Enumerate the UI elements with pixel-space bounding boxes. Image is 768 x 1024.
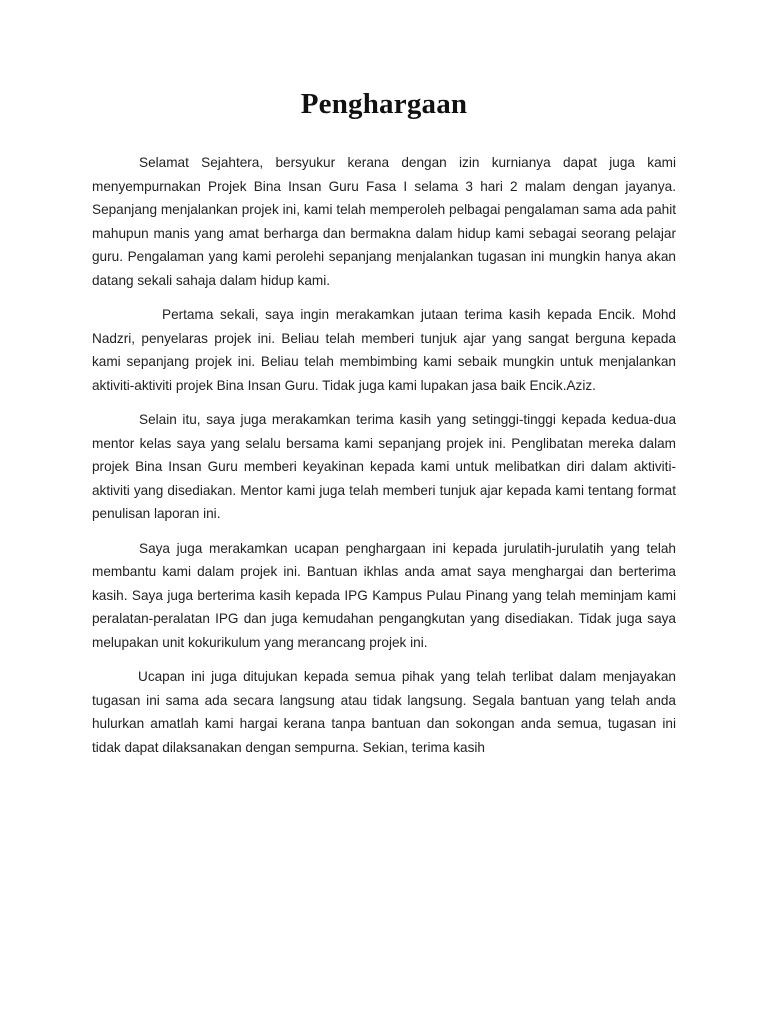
paragraph-4: Saya juga merakamkan ucapan penghargaan ini kepada jurulatih-jurulatih yang telah membantu kami dalam projek ini. Bantuan ikhlas anda amat saya menghargai dan berterima kasih. Saya juga berterima kasih kepada IPG Kampus Pulau Pinang yang telah meminjam kami peralatan-peralatan IPG dan juga kemudahan pengangkutan yang disediakan. Tidak juga saya melupakan unit kokurikulum yang merancang projek ini. xyxy=(92,540,676,650)
document-page xyxy=(92,88,676,770)
page-title: Penghargaan xyxy=(300,88,468,120)
paragraph-2: Pertama sekali, saya ingin merakamkan jutaan terima kasih kepada Encik. Mohd Nadzri, penyelaras projek ini. Beliau telah memberi tunjuk ajar yang sangat berguna kepada kami sepanjang projek ini. Beliau telah membimbing kami sebaik mungkin untuk menjalankan aktiviti-aktiviti projek Bina Insan Guru. Tidak juga kami lupakan jasa baik Encik.Aziz. xyxy=(92,307,676,393)
paragraph-1: Selamat Sejahtera, bersyukur kerana dengan izin kurnianya dapat juga kami menyempurnakan Projek Bina Insan Guru Fasa I selama 3 hari 2 malam dengan jayanya. Sepanjang menjalankan projek ini, kami telah memperoleh pelbagai pengalaman sama ada pahit mahupun manis yang amat berharga dan bermakna dalam hidup kami sebagai seorang pelajar guru. Pengalaman yang kami perolehi sepanjang menjalankan tugasan ini mungkin hanya akan datang sekali sahaja dalam hidup kami. xyxy=(92,155,676,288)
paragraph-3: Selain itu, saya juga merakamkan terima kasih yang setinggi-tinggi kepada kedua-dua mentor kelas saya yang selalu bersama kami sepanjang projek ini. Penglibatan mereka dalam projek Bina Insan Guru memberi keyakinan kepada kami untuk melibatkan diri dalam aktiviti-aktiviti yang disediakan. Mentor kami juga telah memberi tunjuk ajar kepada kami tentang format penulisan laporan ini. xyxy=(92,412,676,521)
paragraph-5: Ucapan ini juga ditujukan kepada semua pihak yang telah terlibat dalam menjayakan tugasan ini sama ada secara langsung atau tidak langsung. Segala bantuan yang telah anda hulurkan amatlah kami hargai kerana tanpa bantuan dan sokongan anda semua, tugasan ini tidak dapat dilaksanakan dengan sempurna. Sekian, terima kasih xyxy=(92,669,676,755)
